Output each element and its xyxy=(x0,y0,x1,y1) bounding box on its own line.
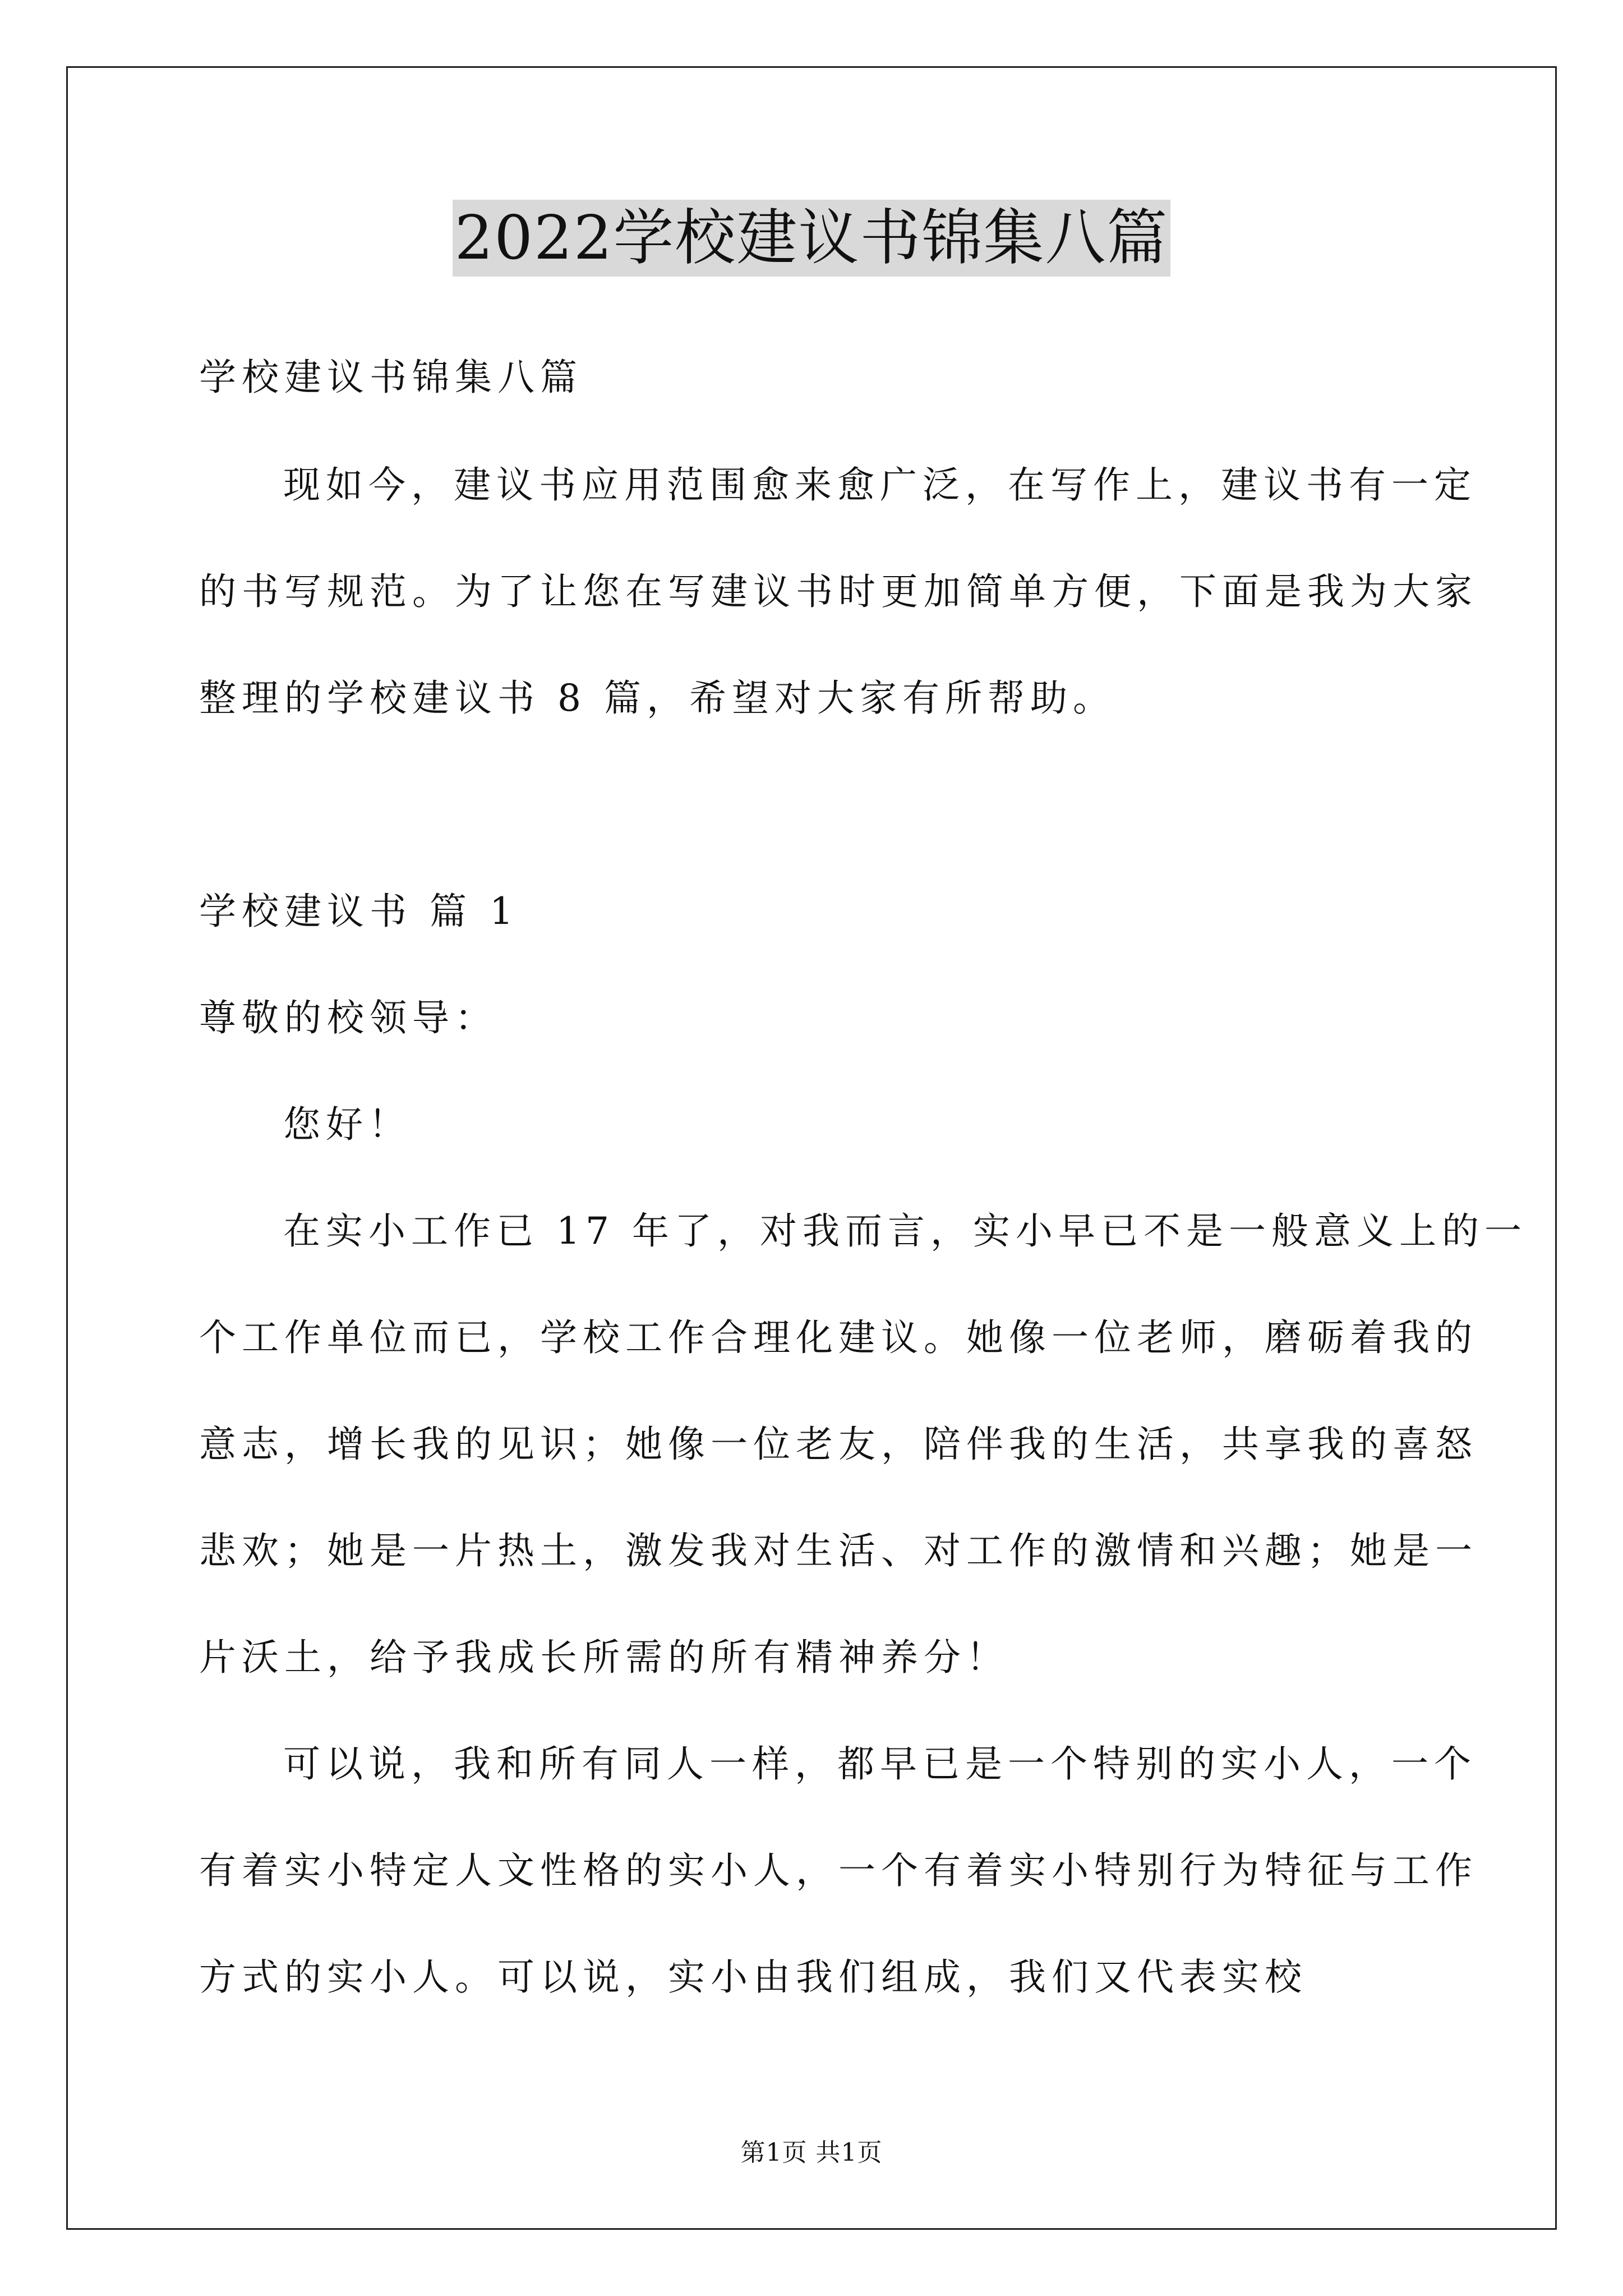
paragraph2-line-2: 有着实小特定人文性格的实小人，一个有着实小特别行为特征与工作 xyxy=(199,1849,1478,1892)
document-title xyxy=(0,199,1623,278)
intro-line-2: 的书写规范。为了让您在写建议书时更加简单方便，下面是我为大家 xyxy=(199,570,1478,613)
page-footer: 第1页 共1页 xyxy=(740,2138,883,2167)
paragraph1-line-4: 悲欢；她是一片热土，激发我对生活、对工作的激情和兴趣；她是一 xyxy=(199,1529,1478,1572)
document-subtitle: 学校建议书锦集八篇 xyxy=(199,356,583,399)
salutation: 尊敬的校领导： xyxy=(199,996,497,1039)
intro-line-3: 整理的学校建议书 8 篇，希望对大家有所帮助。 xyxy=(199,677,1115,720)
intro-line-1: 现如今，建议书应用范围愈来愈广泛，在写作上，建议书有一定 xyxy=(283,463,1477,507)
section-heading: 学校建议书 篇 1 xyxy=(199,890,519,933)
greeting: 您好！ xyxy=(283,1103,411,1146)
paragraph1-line-1: 在实小工作已 17 年了，对我而言，实小早已不是一般意义上的一 xyxy=(283,1209,1527,1253)
paragraph2-line-1: 可以说，我和所有同人一样，都早已是一个特别的实小人，一个 xyxy=(283,1742,1477,1786)
paragraph1-line-3: 意志，增长我的见识；她像一位老友，陪伴我的生活，共享我的喜怒 xyxy=(199,1423,1478,1466)
paragraph2-line-3: 方式的实小人。可以说，实小由我们组成，我们又代表实校 xyxy=(199,1955,1307,1999)
document-title-text: 2022学校建议书锦集八篇 xyxy=(453,200,1171,277)
paragraph1-line-5: 片沃土，给予我成长所需的所有精神养分！ xyxy=(199,1636,1009,1679)
paragraph1-line-2: 个工作单位而已，学校工作合理化建议。她像一位老师，磨砺着我的 xyxy=(199,1316,1478,1359)
